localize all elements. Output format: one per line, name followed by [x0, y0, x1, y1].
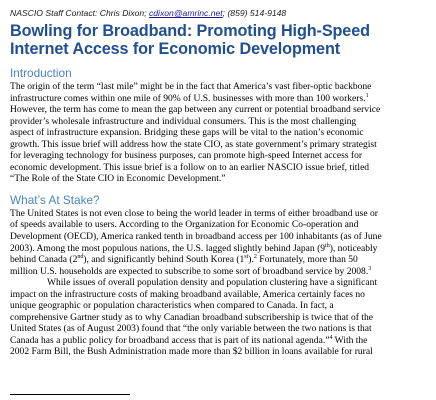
document-title [10, 22, 426, 58]
whats-at-stake-paragraph [10, 208, 426, 358]
document-title-line-1: Bowling for Broadband: Promoting High-Speed [10, 22, 370, 40]
text-run: Fortunately, more than 50 [256, 254, 358, 266]
footnote-marker: 4 [329, 334, 333, 341]
text-line [10, 335, 426, 347]
footnote-marker: 2 [253, 253, 257, 260]
text-line: impact on the infrastructure costs of making broadband available, America certainly faces no [10, 288, 365, 300]
staff-contact-phone: ; (859) 514-9148 [222, 8, 287, 18]
text-run: infrastructure comes within one mile of 90% of U.S. businesses with more than 100 workers. [10, 92, 366, 104]
text-line: The United States is not even close to being the world leader in terms of either broadband use or [10, 207, 378, 219]
text-line [10, 93, 426, 105]
contact-email-link[interactable]: cdixon@amrinc.net [148, 8, 223, 18]
text-line: United States (as of August 2003) found that “the only variable between the two nations is that [10, 323, 372, 335]
ordinal-suffix: nd [77, 253, 84, 260]
text-line: unique geographic or population characteristics when compared to Canada. In fact, a [10, 300, 334, 312]
document-title-line-2: Internet Access for Economic Development [10, 40, 341, 58]
staff-contact-prefix: NASCIO Staff Contact: Chris Dixon; [10, 8, 149, 18]
text-line [10, 266, 426, 278]
text-line: While issues of overall population density and population clustering have a significant [47, 277, 378, 289]
text-line: However, the term has come to mean the gap between any current or potential broadband service [10, 104, 381, 116]
text-run: ). [248, 254, 254, 266]
section-heading-whats-at-stake: What’s At Stake? [10, 192, 100, 207]
staff-contact-line [10, 8, 426, 19]
text-line: “The Role of the State CIO in Economic Development.” [10, 173, 226, 185]
text-line: 2002 Farm Bill, the Bush Administration made more than $2 billion in loans available for rural [10, 346, 373, 358]
text-run: 2003). Among the most populous nations, the U.S. lagged slightly behind Japan (9 [10, 242, 326, 254]
introduction-paragraph [10, 81, 426, 185]
text-run: ), and significantly behind South Korea (1 [83, 254, 245, 266]
text-line: aspect of infrastructure expansion. Bridging these gaps will be vital to the nation’s economic [10, 127, 364, 139]
text-run: ), noticeably [329, 242, 378, 254]
text-line [10, 243, 426, 255]
text-line [10, 254, 426, 266]
section-heading-introduction: Introduction [10, 66, 72, 80]
footnote-separator [10, 394, 130, 395]
text-run: Canada has a public policy for broadband access that is part of its national agenda.” [10, 334, 330, 346]
text-line: economic development. This issue brief is a follow on to an earlier NASCIO issue brief, titled [10, 161, 370, 173]
text-run: behind Canada (2 [10, 254, 78, 266]
text-run: million U.S. households are expected to subscribe to some sort of broadband service by 2008. [10, 265, 369, 277]
text-line: provider’s wholesale infrastructure and individual consumers. This is the most challenging [10, 115, 357, 127]
footnote-marker: 1 [365, 92, 369, 99]
ordinal-suffix: th [325, 242, 330, 249]
text-line: Development (OECD), America ranked tenth in broadband access per 100 inhabitants (as of June [10, 231, 382, 243]
text-line: growth. This issue brief will address how the state CIO, as state government’s primary strategist [10, 138, 377, 150]
footnote-marker: 3 [368, 265, 372, 272]
text-line: The origin of the term “last mile” might be in the fact that America’s vast fiber-optic backbone [10, 81, 372, 92]
text-line: for leveraging technology for business purposes, can promote high-speed Internet access for [10, 150, 363, 162]
text-run: With the [332, 334, 368, 346]
text-line: comprehensive Gartner study as to why Canadian broadband subscribership is twice that of the [10, 311, 373, 323]
text-line: of speeds available to users. According to the Organization for Economic Co-operation and [10, 219, 359, 231]
ordinal-suffix: st [244, 253, 249, 260]
